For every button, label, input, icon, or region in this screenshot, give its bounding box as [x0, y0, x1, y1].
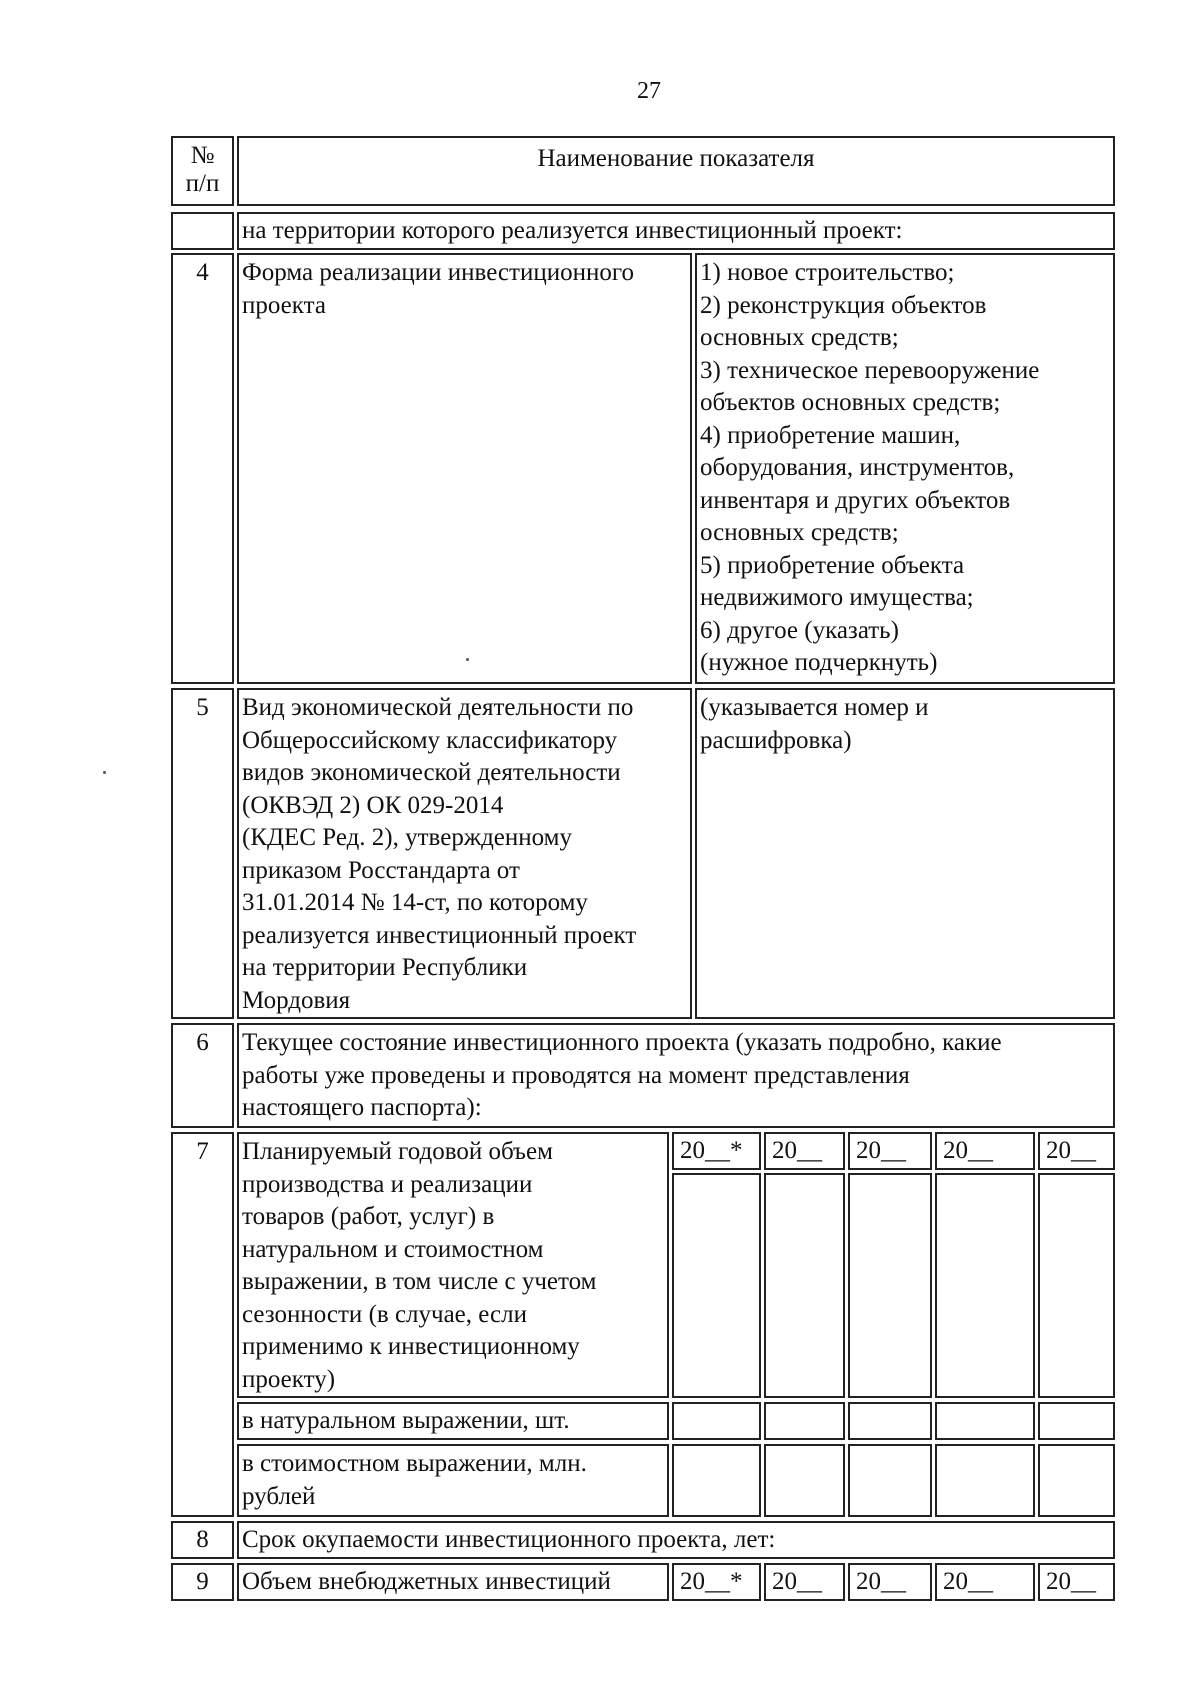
row4-option: 5) приобретение объекта	[700, 551, 965, 579]
header-title-cell	[237, 136, 1115, 206]
row4-option: 1) новое строительство;	[700, 259, 955, 286]
row5-label-line: реализуется инвестиционный проект	[242, 921, 637, 949]
row7-sub2-label-line: в стоимостном выражении, млн.	[242, 1450, 587, 1477]
row7-year: 20__	[1046, 1137, 1096, 1164]
scan-speck	[103, 771, 106, 774]
row4-num-cell	[171, 253, 234, 684]
row5-value-cell	[695, 688, 1115, 1019]
row9-year: 20__	[1046, 1568, 1096, 1595]
row5-label-line: приказом Росстандарта от	[242, 856, 520, 884]
row9-year-cell	[672, 1563, 761, 1601]
row5-label-line: видов экономической деятельности	[242, 759, 621, 786]
row4-option: 2) реконструкция объектов	[700, 291, 987, 319]
row9-num: 9	[196, 1568, 209, 1595]
row7-sub2-label-line: рублей	[242, 1482, 316, 1510]
row4-label-line: Форма реализации инвестиционного	[242, 259, 634, 286]
row7-value-cell[interactable]	[935, 1173, 1035, 1398]
row7-year-cell	[1038, 1132, 1115, 1170]
row7-year: 20__*	[680, 1137, 743, 1164]
row7-value-cell[interactable]	[672, 1173, 761, 1398]
row5-label-line: (ОКВЭД 2) ОК 029-2014	[242, 791, 504, 819]
row5-label-line: Мордовия	[242, 986, 351, 1014]
row7-label-line: Планируемый годовой объем	[242, 1138, 553, 1165]
row9-year: 20__	[772, 1568, 822, 1595]
row4-option: (нужное подчеркнуть)	[700, 649, 938, 676]
row7-sub1-value-cell[interactable]	[672, 1402, 761, 1440]
row7-label-line: натуральном и стоимостном	[242, 1235, 544, 1263]
row6-num-cell	[171, 1023, 234, 1128]
row8-text: Срок окупаемости инвестиционного проекта, лет:	[242, 1526, 776, 1553]
row9-year: 20__*	[680, 1568, 743, 1595]
row7-label-line: выражении, в том числе с учетом	[242, 1268, 597, 1295]
row9-year-cell	[935, 1563, 1035, 1601]
row8-text-cell	[237, 1521, 1115, 1559]
row7-sub1-value-cell[interactable]	[764, 1402, 845, 1440]
row7-label-line: производства и реализации	[242, 1170, 533, 1198]
row9-year-cell	[764, 1563, 845, 1601]
row7-sub2-value-cell[interactable]	[672, 1444, 761, 1517]
row6-text-line: Текущее состояние инвестиционного проекта (указать подробно, какие	[242, 1029, 1002, 1056]
row7-year-cell	[672, 1132, 761, 1170]
row9-label-cell	[237, 1563, 669, 1601]
row7-sub2-value-cell[interactable]	[764, 1444, 845, 1517]
header-num-label: №	[190, 142, 215, 169]
row4-option: объектов основных средств;	[700, 389, 1001, 416]
row7-value-cell[interactable]	[764, 1173, 845, 1398]
row7-sub2-value-cell[interactable]	[935, 1444, 1035, 1517]
row7-sub1-label-cell	[237, 1402, 669, 1440]
row7-sub2-value-cell[interactable]	[848, 1444, 932, 1517]
row7-sub1-value-cell[interactable]	[848, 1402, 932, 1440]
row5-num: 5	[196, 694, 209, 721]
row7-num: 7	[196, 1138, 209, 1165]
row4-option: 3) техническое перевооружение	[700, 356, 1040, 384]
row5-label-line: (КДЕС Ред. 2), утвержденному	[242, 824, 573, 851]
row9-year-cell	[1038, 1563, 1115, 1601]
row4-option: недвижимого имущества;	[700, 584, 974, 611]
row6-text-cell	[237, 1023, 1115, 1128]
row5-label-line: Вид экономической деятельности по	[242, 694, 634, 721]
cont-text-cell	[237, 212, 1115, 250]
row7-label-cell	[237, 1132, 669, 1398]
row4-label-line: проекта	[242, 291, 326, 319]
row6-num: 6	[196, 1029, 209, 1056]
row4-num: 4	[196, 259, 209, 286]
row7-sub2-label-cell	[237, 1444, 669, 1517]
row7-year-cell	[935, 1132, 1035, 1170]
row5-label-cell	[237, 688, 692, 1019]
row7-sub2-value-cell[interactable]	[1038, 1444, 1115, 1517]
row5-value-line: расшифровка)	[700, 726, 852, 754]
row9-year: 20__	[856, 1568, 906, 1595]
row8-num: 8	[196, 1526, 209, 1553]
row7-sub1-label: в натуральном выражении, шт.	[242, 1407, 570, 1434]
cont-text: на территории которого реализуется инвестиционный проект:	[242, 217, 903, 244]
row9-label: Объем внебюджетных инвестиций	[242, 1568, 611, 1595]
row7-year-cell	[764, 1132, 845, 1170]
row7-year: 20__	[856, 1137, 906, 1164]
row5-label-line: 31.01.2014 № 14-ст, по которому	[242, 889, 588, 916]
row7-label-line: сезонности (в случае, если	[242, 1300, 527, 1328]
row7-label-line: применимо к инвестиционному	[242, 1333, 580, 1360]
row9-year-cell	[848, 1563, 932, 1601]
row9-num-cell	[171, 1563, 234, 1601]
row5-label-line: Общероссийскому классификатору	[242, 726, 618, 754]
row5-value-line: (указывается номер и	[700, 694, 929, 721]
row4-options-cell	[695, 253, 1115, 684]
row7-label-line: товаров (работ, услуг) в	[242, 1203, 495, 1230]
row7-sub1-value-cell[interactable]	[935, 1402, 1035, 1440]
row7-label-line: проекту)	[242, 1365, 336, 1393]
row7-year: 20__	[772, 1137, 822, 1164]
row5-num-cell	[171, 688, 234, 1019]
row6-text-line: работы уже проведены и проводятся на момент представления	[242, 1061, 910, 1089]
row7-value-cell[interactable]	[1038, 1173, 1115, 1398]
row8-num-cell	[171, 1521, 234, 1559]
row6-text-line: настоящего паспорта):	[242, 1094, 482, 1121]
page-number: 27	[637, 78, 661, 104]
row7-num-cell	[171, 1132, 234, 1517]
row7-sub1-value-cell[interactable]	[1038, 1402, 1115, 1440]
row4-option: оборудования, инструментов,	[700, 454, 1015, 481]
cont-num-cell	[171, 212, 234, 250]
row7-year-cell	[848, 1132, 932, 1170]
row4-option: основных средств;	[700, 519, 899, 546]
scan-speck	[466, 658, 469, 661]
header-title: Наименование показателя	[537, 145, 815, 172]
row7-year: 20__	[943, 1137, 993, 1164]
row4-option: основных средств;	[700, 324, 899, 351]
row9-year: 20__	[943, 1568, 993, 1595]
header-num-sublabel: п/п	[185, 170, 220, 197]
row7-value-cell[interactable]	[848, 1173, 932, 1398]
header-num-cell	[171, 136, 234, 206]
row5-label-line: на территории Республики	[242, 954, 528, 981]
row4-option: 6) другое (указать)	[700, 616, 899, 644]
row4-option: 4) приобретение машин,	[700, 421, 961, 449]
row4-option: инвентаря и других объектов	[700, 486, 1011, 514]
row4-label-cell	[237, 253, 692, 684]
